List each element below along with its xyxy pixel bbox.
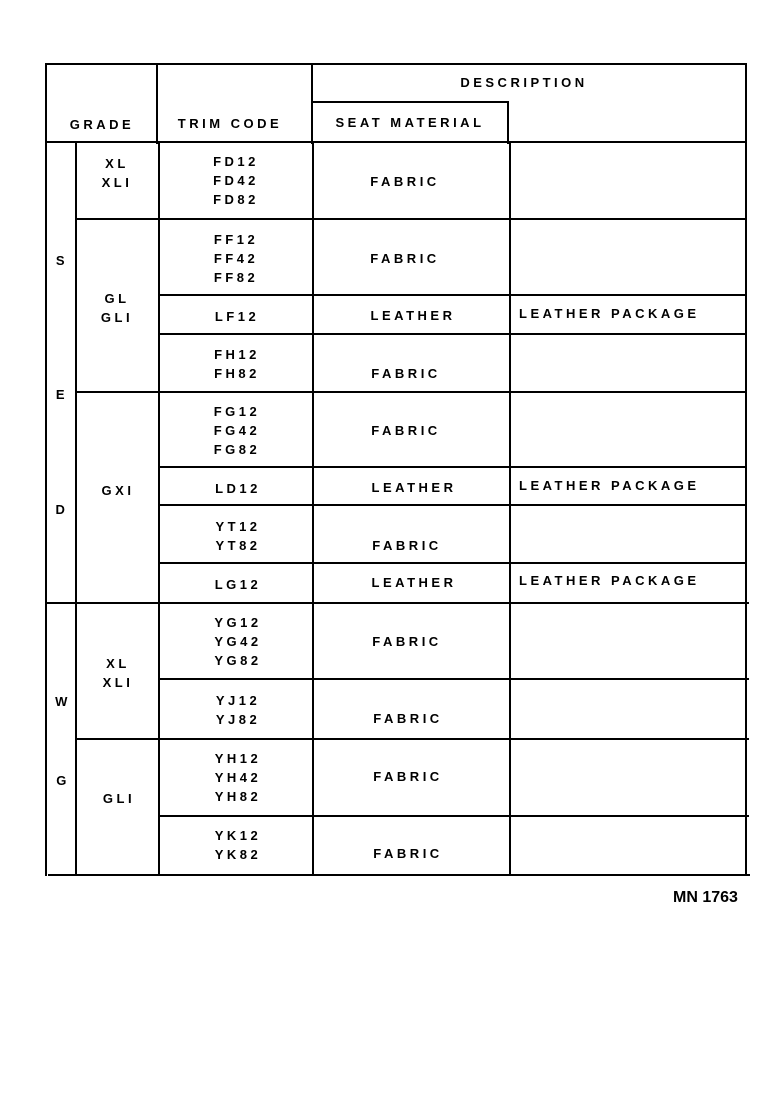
row-separator <box>158 562 747 564</box>
grade-cell: GLI <box>102 791 136 806</box>
trim-code-cell: FG12 FG42 FG82 <box>213 404 261 457</box>
header-bottom-line <box>45 141 747 143</box>
trim-divider <box>312 141 314 876</box>
seat-material-header: SEAT MATERIAL <box>335 115 485 130</box>
grade-cell: GL GLI <box>100 291 134 325</box>
description-cell: LEATHER PACKAGE <box>519 478 700 493</box>
row-separator <box>158 504 747 506</box>
material-divider <box>509 141 511 876</box>
trim-code-cell: YK12 YK82 <box>214 828 262 862</box>
grade-divider <box>158 141 160 876</box>
description-header: DESCRIPTION <box>460 75 588 90</box>
seat-material-top-line <box>311 101 508 103</box>
trim-code-cell: YH12 YH42 YH82 <box>214 751 262 804</box>
table-border-left <box>45 63 47 876</box>
seat-material-cell: FABRIC <box>373 711 443 726</box>
grade-cell: XL XLI <box>102 656 134 690</box>
trim-code-cell: YJ12 YJ82 <box>215 693 261 727</box>
table-border-top <box>45 63 747 65</box>
row-separator <box>158 294 747 296</box>
seat-material-cell: FABRIC <box>373 846 443 861</box>
seat-material-cell: FABRIC <box>372 538 442 553</box>
trim-code-cell: LG12 <box>214 577 262 592</box>
trim-code-cell: FD12 FD42 FD82 <box>213 154 259 207</box>
trim-code-cell: FH12 FH82 <box>214 347 260 381</box>
body-type-letter: W <box>55 694 71 709</box>
trim-code-cell: LF12 <box>214 309 260 324</box>
description-cell: LEATHER PACKAGE <box>519 573 700 588</box>
seat-material-cell: FABRIC <box>370 251 440 266</box>
description-cell: LEATHER PACKAGE <box>519 306 700 321</box>
figure-reference: MN 1763 <box>673 889 738 906</box>
header-divider-trim <box>311 63 313 144</box>
grade-cell: GXI <box>101 483 135 498</box>
trim-code-cell: YT12 YT82 <box>215 519 261 553</box>
seat-material-cell: FABRIC <box>373 769 443 784</box>
header-divider-grade <box>156 63 158 144</box>
table-border-bottom <box>48 874 750 876</box>
row-separator <box>158 678 749 680</box>
grade-header: GRADE <box>69 117 135 132</box>
grade-cell: XL XLI <box>101 156 133 190</box>
row-separator <box>158 466 747 468</box>
seat-material-cell: FABRIC <box>371 366 441 381</box>
trim-code-cell: YG12 YG42 YG82 <box>214 615 262 668</box>
row-separator <box>158 815 749 817</box>
grade-separator <box>75 218 747 220</box>
seat-material-cell: LEATHER <box>371 480 457 495</box>
table-border-right <box>745 63 747 876</box>
body-type-letter: E <box>55 387 69 402</box>
trim-code-cell: FF12 FF42 FF82 <box>213 232 259 285</box>
body-type-letter: G <box>56 773 70 788</box>
grade-separator <box>75 738 749 740</box>
row-separator <box>158 333 747 335</box>
seat-material-cell: FABRIC <box>370 174 440 189</box>
seat-material-cell: LEATHER <box>371 575 457 590</box>
trim-code-cell: LD12 <box>215 481 261 496</box>
body-type-divider <box>75 141 77 876</box>
seat-material-cell: FABRIC <box>372 634 442 649</box>
body-type-separator <box>45 602 749 604</box>
trim-code-header: TRIM CODE <box>177 116 283 131</box>
grade-separator <box>75 391 747 393</box>
body-type-letter: D <box>55 502 69 517</box>
seat-material-cell: LEATHER <box>370 308 456 323</box>
seat-material-cell: FABRIC <box>371 423 441 438</box>
seat-material-right-line <box>507 101 509 144</box>
body-type-letter: S <box>55 253 69 268</box>
